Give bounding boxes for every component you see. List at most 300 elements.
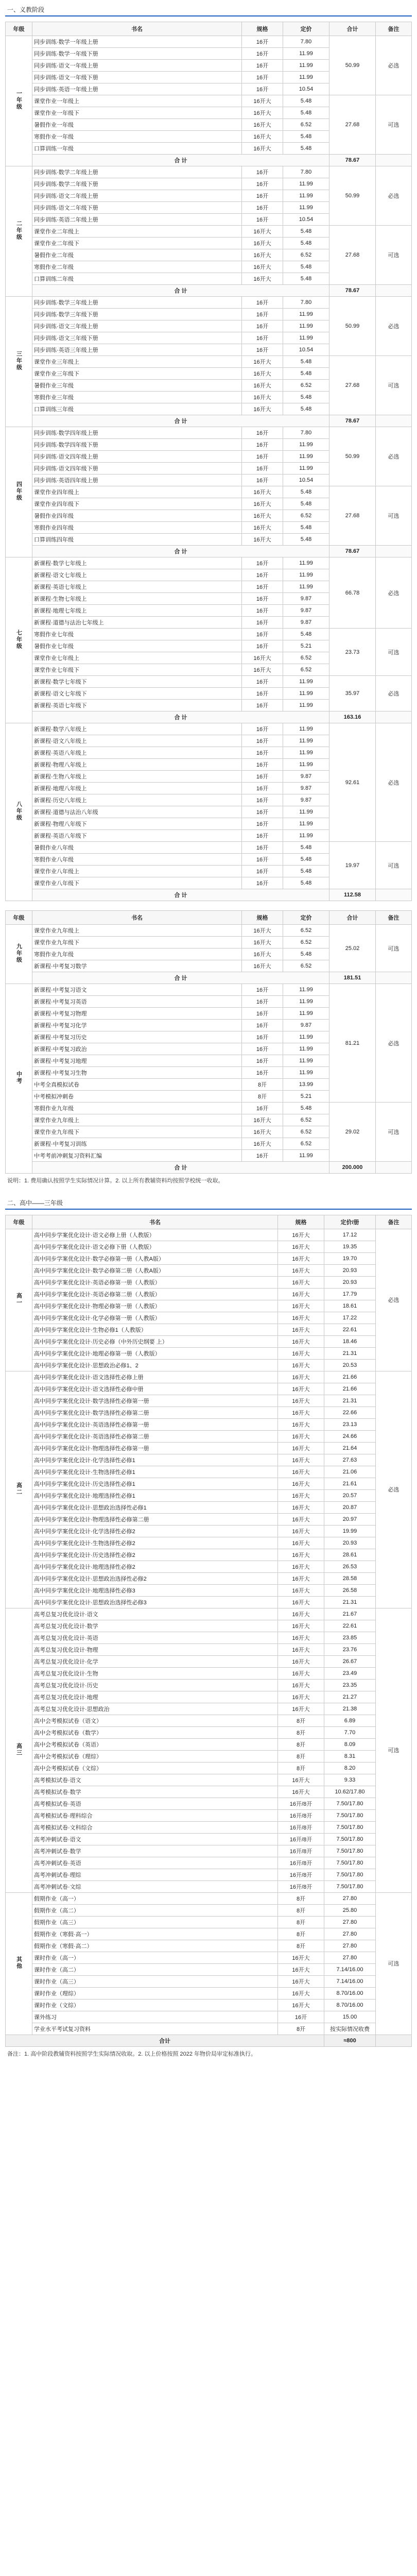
group-total: 50.99: [329, 166, 376, 226]
book-spec: 16开大: [278, 1975, 324, 1987]
book-name: 暑假作业八年级: [32, 842, 242, 854]
book-spec: 16开/8开: [278, 1809, 324, 1821]
table-row: [6, 1667, 412, 1679]
table-row: [6, 629, 412, 640]
book-price: 6.52: [283, 1138, 329, 1150]
book-price: 5.48: [283, 877, 329, 889]
table-row: [6, 1359, 412, 1371]
book-price: 10.62/17.80: [324, 1786, 376, 1798]
table-row: [6, 1845, 412, 1857]
book-name: 口算训练四年级: [32, 534, 242, 546]
book-spec: 16开大: [278, 1229, 324, 1241]
book-price: 23.35: [324, 1679, 376, 1691]
book-price: 5.48: [283, 95, 329, 107]
book-price: 11.99: [283, 320, 329, 332]
book-price: 18.46: [324, 1335, 376, 1347]
book-name: 高中会考模拟试卷（理综）: [32, 1750, 278, 1762]
grade-label: 高三: [15, 1742, 22, 1756]
group-total: 81.21: [329, 984, 376, 1103]
book-price: 21.66: [324, 1371, 376, 1383]
book-spec: 16开大: [278, 1584, 324, 1596]
book-spec: 16开: [242, 439, 283, 451]
book-price: 21.31: [324, 1347, 376, 1359]
book-price: 9.33: [324, 1774, 376, 1786]
subtotal-value: 112.58: [329, 889, 376, 901]
book-price: 11.99: [283, 688, 329, 700]
book-name: 学业水平考试复习资料: [32, 2023, 278, 2035]
group-note: 必选: [376, 557, 412, 629]
book-spec: 16开: [242, 36, 283, 48]
book-name: 同步训练·数学四年级上册: [32, 427, 242, 439]
high-school-book-table: [5, 1215, 412, 2047]
book-spec: 8开: [278, 2023, 324, 2035]
book-spec: 16开/8开: [278, 1869, 324, 1880]
book-name: 新课程·中考复习英语: [32, 996, 242, 1008]
book-name: 高考模拟试卷·文科综合: [32, 1821, 278, 1833]
book-spec: 16开: [242, 1055, 283, 1067]
book-spec: 16开大: [278, 1347, 324, 1359]
grade-label: 高二: [15, 1482, 22, 1496]
book-price: 5.48: [283, 107, 329, 119]
book-name: 同步训练·语文四年级上册: [32, 451, 242, 463]
book-price: 11.99: [283, 1043, 329, 1055]
book-spec: 16开大: [242, 368, 283, 380]
book-spec: 16开大: [278, 1537, 324, 1549]
table-row: [6, 166, 412, 178]
book-price: 11.99: [283, 747, 329, 759]
book-spec: 16开大: [278, 1572, 324, 1584]
book-name: 高中同步学案优化设计·思想政治选择性必修2: [32, 1572, 278, 1584]
header-price: 定价/册: [324, 1215, 376, 1229]
book-name: 高考总复习优化设计·历史: [32, 1679, 278, 1691]
book-name: 课外练习: [32, 2011, 278, 2023]
book-spec: 16开大: [278, 1608, 324, 1620]
subtotal-value: 181.51: [329, 972, 376, 984]
book-name: 高中同步学案优化设计·思想政治选择性必修3: [32, 1596, 278, 1608]
book-price: 28.61: [324, 1549, 376, 1561]
book-price: 6.52: [283, 119, 329, 131]
book-spec: 16开/8开: [278, 1833, 324, 1845]
book-price: 26.58: [324, 1584, 376, 1596]
table-row: [6, 1596, 412, 1608]
section1-footnote: 说明：1. 费用确认按照学生实际情况计算。2. 以上所有教辅资料均按照学校统一收取。: [7, 1178, 224, 1184]
book-spec: 16开大: [278, 1963, 324, 1975]
book-name: 新课程·道德与法治七年级上: [32, 617, 242, 629]
book-price: 8.31: [324, 1750, 376, 1762]
book-name: 高考总复习优化设计·生物: [32, 1667, 278, 1679]
section2-title: 二、高中——三年级: [7, 1199, 63, 1207]
book-name: 新课程·生物七年级上: [32, 593, 242, 605]
book-spec: 16开: [242, 735, 283, 747]
header-price: 定价: [283, 22, 329, 36]
book-spec: 16开: [278, 2011, 324, 2023]
book-price: 21.06: [324, 1466, 376, 1478]
group-note: 可选: [376, 486, 412, 546]
book-price: 5.48: [283, 226, 329, 238]
book-price: 22.61: [324, 1324, 376, 1335]
book-price: 11.99: [283, 557, 329, 569]
table-row: [6, 1999, 412, 2011]
book-price: 11.99: [283, 190, 329, 202]
table-row: [6, 1892, 412, 1904]
book-name: 高中同步学案优化设计·地理必修第一册（人教版）: [32, 1347, 278, 1359]
book-spec: 16开大: [278, 1549, 324, 1561]
book-name: 同步训练·英语二年级上册: [32, 214, 242, 226]
subtotal-pad: [376, 285, 412, 297]
group-note: 必选: [376, 1371, 412, 1608]
book-name: 假期作业（寒假·高二）: [32, 1940, 278, 1952]
grade-cell: [6, 36, 32, 166]
book-name: 高考总复习优化设计·物理: [32, 1643, 278, 1655]
table-row: [6, 1726, 412, 1738]
table-row: [6, 1229, 412, 1241]
table-row: [6, 2011, 412, 2023]
table-row: [6, 1454, 412, 1466]
group-note: 必选: [376, 1229, 412, 1371]
table-row: [6, 1655, 412, 1667]
table-row: [6, 1916, 412, 1928]
book-spec: 16开大: [242, 403, 283, 415]
book-price: 9.87: [283, 617, 329, 629]
book-price: 11.99: [283, 759, 329, 771]
book-name: 高考冲刺试卷·理综: [32, 1869, 278, 1880]
book-price: 5.48: [283, 948, 329, 960]
table-row: [6, 2023, 412, 2035]
book-price: 25.80: [324, 1904, 376, 1916]
book-name: 同步训练·数学一年级下册: [32, 48, 242, 60]
table-row: [6, 486, 412, 498]
group-total: 27.68: [329, 356, 376, 415]
book-spec: 16开/8开: [278, 1845, 324, 1857]
header-note: 备注: [376, 911, 412, 925]
grade-label: 一年级: [15, 90, 22, 110]
book-spec: 16开大: [278, 1691, 324, 1703]
group-total: 25.02: [329, 925, 376, 972]
book-spec: 16开/8开: [278, 1821, 324, 1833]
book-price: 5.48: [283, 534, 329, 546]
grade-label: 三年级: [15, 351, 22, 371]
book-spec: 16开: [242, 214, 283, 226]
grade-label: 二年级: [15, 221, 22, 241]
book-name: 新课程·物理八年级下: [32, 818, 242, 830]
book-name: 课堂作业一年级上: [32, 95, 242, 107]
book-spec: 16开大: [278, 1703, 324, 1715]
group-note: 必选: [376, 427, 412, 486]
book-price: 27.63: [324, 1454, 376, 1466]
book-spec: 16开: [242, 747, 283, 759]
subtotal-label: 合 计: [32, 889, 329, 901]
book-name: 高中同步学案优化设计·生物选择性必修1: [32, 1466, 278, 1478]
header-spec: 规格: [278, 1215, 324, 1229]
book-spec: 16开大: [242, 131, 283, 143]
header-note: 备注: [376, 22, 412, 36]
book-name: 口算训练一年级: [32, 143, 242, 155]
book-name: 同步训练·语文四年级下册: [32, 463, 242, 474]
table-row: [6, 1103, 412, 1114]
section2-footnote: 备注：1. 高中阶段教辅资料按照学生实际情况收取。2. 以上价格按照 2022 年物价局审定标准执行。: [7, 2050, 257, 2057]
group-total: 27.68: [329, 486, 376, 546]
book-name: 课堂作业七年级上: [32, 652, 242, 664]
book-spec: 16开大: [278, 1478, 324, 1489]
book-spec: 16开大: [242, 486, 283, 498]
book-spec: 16开: [242, 629, 283, 640]
book-price: 22.66: [324, 1406, 376, 1418]
subtotal-row: [6, 546, 412, 557]
subtotal-value: 78.67: [329, 155, 376, 166]
book-name: 课堂作业八年级上: [32, 866, 242, 877]
book-price: 11.99: [283, 806, 329, 818]
table-row: [6, 1478, 412, 1489]
book-name: 暑假作业七年级: [32, 640, 242, 652]
book-spec: 16开大: [278, 1596, 324, 1608]
table-row: [6, 1537, 412, 1549]
book-price: 21.31: [324, 1395, 376, 1406]
subtotal-label: 合 计: [32, 1162, 329, 1174]
subtotal-pad: [376, 711, 412, 723]
book-name: 高中同步学案优化设计·物理选择性必修第一册: [32, 1442, 278, 1454]
book-price: 7.50/17.80: [324, 1880, 376, 1892]
grade-cell: [6, 166, 32, 297]
book-price: 9.87: [283, 783, 329, 794]
book-name: 口算训练三年级: [32, 403, 242, 415]
total-row: [6, 2035, 412, 2046]
book-price: 6.52: [283, 510, 329, 522]
table-row: [6, 1288, 412, 1300]
book-spec: 16开大: [242, 261, 283, 273]
book-name: 寒假作业三年级: [32, 392, 242, 403]
table-row: [6, 1418, 412, 1430]
book-price: 11.99: [283, 202, 329, 214]
table-row: [6, 1880, 412, 1892]
book-spec: 8开: [242, 1079, 283, 1091]
compulsory-book-table: [5, 22, 412, 901]
book-name: 高考总复习优化设计·语文: [32, 1608, 278, 1620]
book-spec: 16开大: [278, 1359, 324, 1371]
book-spec: 16开大: [242, 522, 283, 534]
book-spec: 16开: [242, 794, 283, 806]
grade-cell: [6, 723, 32, 901]
book-price: 21.64: [324, 1442, 376, 1454]
book-spec: 16开大: [242, 107, 283, 119]
book-spec: 16开大: [278, 1276, 324, 1288]
book-spec: 16开/8开: [278, 1798, 324, 1809]
book-spec: 16开: [242, 202, 283, 214]
book-price: 5.48: [283, 498, 329, 510]
book-name: 高考模拟试卷·语文: [32, 1774, 278, 1786]
table-row: [6, 676, 412, 688]
book-spec: 16开大: [242, 119, 283, 131]
book-price: 5.48: [283, 356, 329, 368]
grade-cell: [6, 1892, 32, 2035]
book-spec: 16开: [242, 723, 283, 735]
book-spec: 16开大: [278, 1513, 324, 1525]
grade-label: 高一: [15, 1292, 22, 1306]
book-price: 11.99: [283, 700, 329, 711]
book-spec: 16开: [242, 854, 283, 866]
book-price: 7.14/16.00: [324, 1975, 376, 1987]
table-row: [6, 723, 412, 735]
book-spec: 16开: [242, 474, 283, 486]
book-name: 高中会考模拟试卷（文综）: [32, 1762, 278, 1774]
book-price: 26.67: [324, 1655, 376, 1667]
book-name: 课时作业（高三）: [32, 1975, 278, 1987]
table-row: [6, 842, 412, 854]
book-price: 21.38: [324, 1703, 376, 1715]
book-price: 13.99: [283, 1079, 329, 1091]
book-price: 20.93: [324, 1537, 376, 1549]
book-name: 新课程·中考复习化学: [32, 1020, 242, 1031]
table-row: [6, 1549, 412, 1561]
group-note: 可选: [376, 629, 412, 676]
book-spec: 16开大: [278, 1774, 324, 1786]
book-name: 课堂作业一年级下: [32, 107, 242, 119]
book-spec: 16开: [242, 676, 283, 688]
book-price: 6.52: [283, 960, 329, 972]
subtotal-label: 合 计: [32, 972, 329, 984]
table-row: [6, 1525, 412, 1537]
table-row: [6, 1928, 412, 1940]
subtotal-label: 合 计: [32, 285, 329, 297]
group-note: 必选: [376, 166, 412, 226]
group-note: 可选: [376, 925, 412, 972]
book-spec: 16开: [242, 1150, 283, 1162]
subtotal-pad: [376, 415, 412, 427]
table-row: [6, 1632, 412, 1643]
book-spec: 16开: [242, 830, 283, 842]
book-spec: 8开: [278, 1715, 324, 1726]
book-name: 课堂作业七年级下: [32, 664, 242, 676]
book-name: 同步训练·语文三年级下册: [32, 332, 242, 344]
book-spec: 16开: [242, 1020, 283, 1031]
book-name: 同步训练·语文一年级下册: [32, 72, 242, 83]
book-price: 9.87: [283, 794, 329, 806]
book-name: 同步训练·语文二年级下册: [32, 202, 242, 214]
book-spec: 8开: [278, 1928, 324, 1940]
book-name: 新课程·中考复习训练: [32, 1138, 242, 1150]
group-total: 29.02: [329, 1103, 376, 1162]
table-row: [6, 1584, 412, 1596]
header-grade: 年级: [6, 22, 32, 36]
book-name: 高中同步学案优化设计·数学选择性必修第一册: [32, 1395, 278, 1406]
book-spec: 16开: [242, 640, 283, 652]
group-total: 50.99: [329, 36, 376, 95]
book-name: 寒假作业二年级: [32, 261, 242, 273]
book-spec: 16开大: [278, 1288, 324, 1300]
book-price: 6.52: [283, 249, 329, 261]
section2-rule: [5, 1209, 412, 1210]
group-note: 可选: [376, 842, 412, 889]
book-spec: 16开: [242, 190, 283, 202]
book-name: 高中同步学案优化设计·地理选择性必修3: [32, 1584, 278, 1596]
table-row: [6, 1975, 412, 1987]
book-name: 新课程·英语八年级上: [32, 747, 242, 759]
book-name: 假期作业（寒假·高一）: [32, 1928, 278, 1940]
table-row: [6, 1241, 412, 1252]
table-header-row: [6, 22, 412, 36]
book-name: 课堂作业三年级上: [32, 356, 242, 368]
total-pad: [376, 2035, 412, 2046]
table-row: [6, 1987, 412, 1999]
book-spec: 16开大: [242, 937, 283, 948]
book-spec: 16开大: [278, 1383, 324, 1395]
table-header-row: [6, 1215, 412, 1229]
book-price: 7.80: [283, 427, 329, 439]
header-spec: 规格: [242, 911, 283, 925]
book-name: 高考总复习优化设计·思想政治: [32, 1703, 278, 1715]
table-row: [6, 1620, 412, 1632]
subtotal-row: [6, 415, 412, 427]
group-note: 必选: [376, 36, 412, 95]
book-spec: 16开大: [278, 1655, 324, 1667]
book-name: 新课程·道德与法治八年级: [32, 806, 242, 818]
table-row: [6, 1715, 412, 1726]
book-name: 寒假作业九年级: [32, 1103, 242, 1114]
book-name: 高考冲刺试卷·数学: [32, 1845, 278, 1857]
book-name: 新课程·语文八年级上: [32, 735, 242, 747]
book-name: 高中同步学案优化设计·化学选择性必修2: [32, 1525, 278, 1537]
grade-cell: [6, 1229, 32, 1371]
book-spec: 16开大: [278, 1679, 324, 1691]
book-price: 7.80: [283, 297, 329, 309]
book-name: 同步训练·语文三年级上册: [32, 320, 242, 332]
table-row: [6, 925, 412, 937]
book-spec: 16开: [242, 996, 283, 1008]
book-name: 高中同步学案优化设计·物理选择性必修第二册: [32, 1513, 278, 1525]
book-name: 新课程·物理八年级上: [32, 759, 242, 771]
book-spec: 16开大: [278, 1395, 324, 1406]
table-row: [6, 1406, 412, 1418]
book-price: 5.48: [283, 1103, 329, 1114]
book-price: 21.27: [324, 1691, 376, 1703]
book-price: 5.48: [283, 261, 329, 273]
book-name: 高中同步学案优化设计·语文必修上册（人教版）: [32, 1229, 278, 1241]
book-price: 11.99: [283, 178, 329, 190]
book-name: 高中同步学案优化设计·数学必修第二册（人教A版）: [32, 1264, 278, 1276]
book-name: 课堂作业九年级下: [32, 1126, 242, 1138]
subtotal-row: [6, 972, 412, 984]
group-note: 必选: [376, 984, 412, 1103]
book-name: 新课程·中考复习生物: [32, 1067, 242, 1079]
book-price: 5.48: [283, 273, 329, 285]
subtotal-row: [6, 285, 412, 297]
book-price: 11.99: [283, 1055, 329, 1067]
book-name: 课堂作业二年级上: [32, 226, 242, 238]
book-price: 5.48: [283, 854, 329, 866]
table-row: [6, 1347, 412, 1359]
book-price: 6.52: [283, 664, 329, 676]
book-name: 课堂作业九年级上: [32, 1114, 242, 1126]
book-spec: 16开: [242, 309, 283, 320]
book-name: 高考模拟试卷·理科综合: [32, 1809, 278, 1821]
book-price: 6.89: [324, 1715, 376, 1726]
book-spec: 16开大: [242, 1114, 283, 1126]
book-price: 11.99: [283, 309, 329, 320]
book-price: 7.70: [324, 1726, 376, 1738]
book-spec: 16开: [242, 866, 283, 877]
subtotal-pad: [376, 972, 412, 984]
subtotal-label: 合 计: [32, 546, 329, 557]
book-name: 新课程·地理八年级上: [32, 783, 242, 794]
book-name: 新课程·生物八年级上: [32, 771, 242, 783]
book-spec: 8开: [278, 1726, 324, 1738]
section1-rule: [5, 15, 412, 16]
table-row: [6, 1513, 412, 1525]
book-price: 6.52: [283, 925, 329, 937]
book-name: 新课程·数学七年级上: [32, 557, 242, 569]
book-name: 高中同步学案优化设计·语文选择性必修上册: [32, 1371, 278, 1383]
book-spec: 16开/8开: [278, 1880, 324, 1892]
book-spec: 16开: [242, 818, 283, 830]
